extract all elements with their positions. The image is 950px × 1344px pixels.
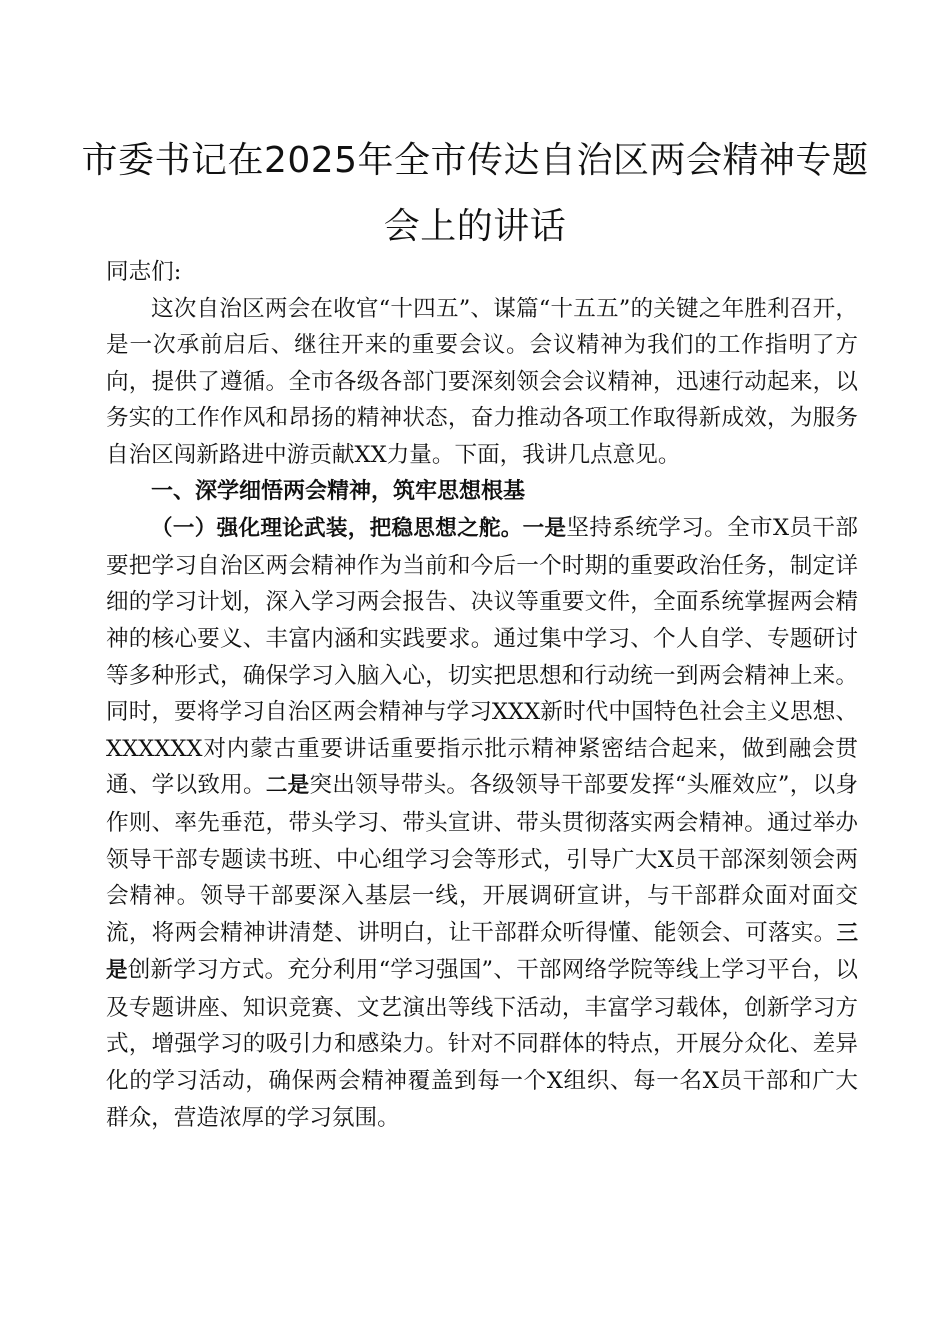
subsection-heading: （一）强化理论武装，把稳思想之舵。 <box>151 516 523 542</box>
body-paragraph <box>106 510 858 1136</box>
point-one-text: 坚持系统学习。全市X员干部要把学习自治区两会精神作为当前和今后一个时期的重要政治任务，制定详细的学习计划，深入学习两会报告、决议等重要文件，全面系统掌握两会精神的核心要义、丰富内涵和实践要求。通过集中学习、个人自学、专题研讨等多种形式，确保学习入脑入心，切实把思想和行动统一到两会精神上来。同时，要将学习自治区两会精神与学习XXX新时代中国特色社会主义思想、XXXXXX对内蒙古重要讲话重要指示批示精神紧密结合起来，做到融会贯通、学以致用。 <box>106 515 858 799</box>
point-two-lead: 二是 <box>265 773 310 799</box>
point-two-text: 突出领导带头。各级领导干部要发挥“头雁效应”，以身作则、率先垂范，带头学习、带头宣讲、带头贯彻落实两会精神。通过举办领导干部专题读书班、中心组学习会等形式，引导广大X员干部深刻领会两会精神。领导干部要深入基层一线，开展调研宣讲，与干部群众面对面交流，将两会精神讲清楚、讲明白，让干部群众听得懂、能领会、可落实。 <box>106 772 858 946</box>
document-title: 市委书记在2025年全市传达自治区两会精神专题会上的讲话 <box>81 140 869 247</box>
point-three-text: 创新学习方式。充分利用“学习强国”、干部网络学院等线上学习平台，以及专题讲座、知识竞赛、文艺演出等线下活动，丰富学习载体，创新学习方式，增强学习的吸引力和感染力。针对不同群体的特点，开展分众化、差异化的学习活动，确保两会精神覆盖到每一个X组织、每一名X员干部和广大群众，营造浓厚的学习氛围。 <box>106 957 858 1131</box>
intro-paragraph: 这次自治区两会在收官“十四五”、谋篇“十五五”的关键之年胜利召开，是一次承前启后、继往开来的重要会议。会议精神为我们的工作指明了方向，提供了遵循。全市各级各部门要深刻领会会议精神，迅速行动起来，以务实的工作作风和昂扬的精神状态，奋力推动各项工作取得新成效，为服务自治区闯新路进中游贡献XX力量。下面，我讲几点意见。 <box>106 295 858 468</box>
section-heading: 一、深学细悟两会精神，筑牢思想根基 <box>151 478 526 504</box>
point-three-lead: 三是 <box>106 920 858 984</box>
point-one-lead: 一是 <box>522 516 567 542</box>
document-body <box>106 254 858 1136</box>
salutation: 同志们: <box>106 259 182 285</box>
